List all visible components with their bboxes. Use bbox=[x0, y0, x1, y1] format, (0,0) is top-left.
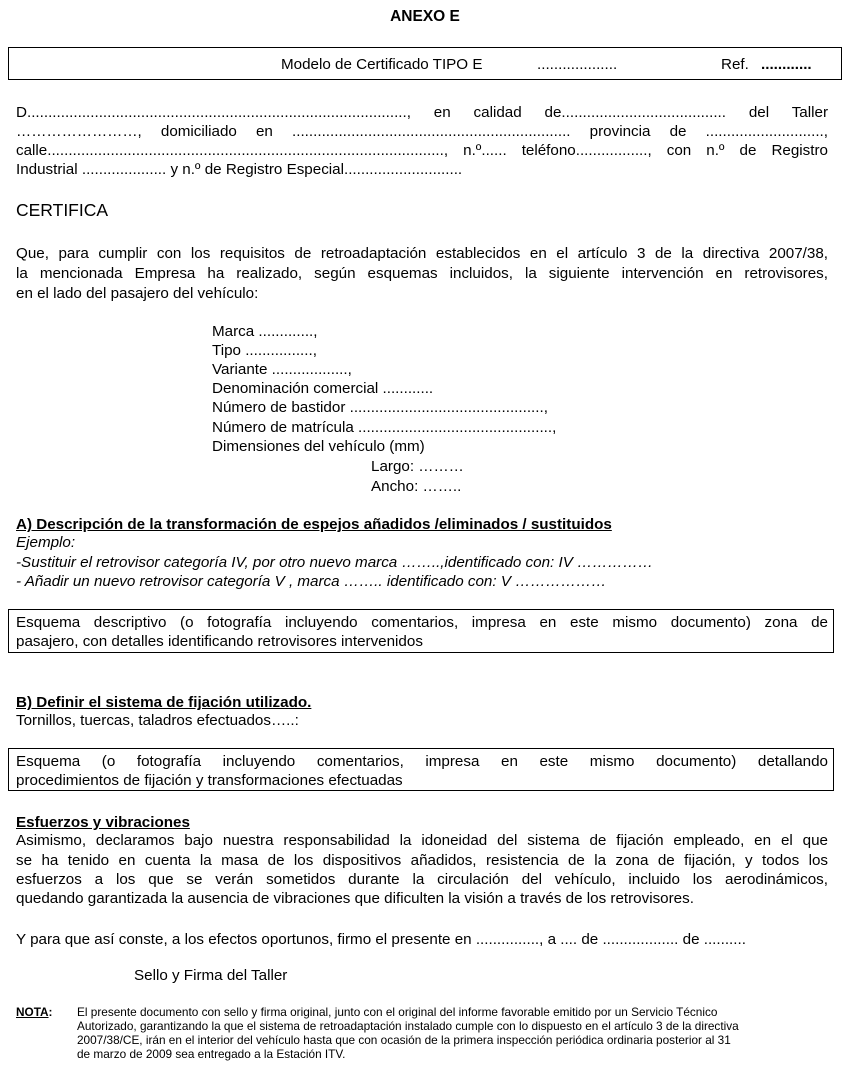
certificate-model-dots: ................... bbox=[537, 56, 618, 73]
vehicle-ancho: Ancho: …….. bbox=[371, 478, 462, 495]
vehicle-bastidor: Número de bastidor .............................................., bbox=[212, 399, 548, 416]
esfuerzos-heading: Esfuerzos y vibraciones bbox=[16, 814, 190, 831]
intro-line-1: Que, para cumplir con los requisitos de retroadaptación establecidos en el artículo 3 de la directiva 2007/38, bbox=[16, 245, 828, 262]
section-a-box-line-2: pasajero, con detalles identificando retrovisores intervenidos bbox=[16, 633, 423, 650]
intro-line-3: en el lado del pasajero del vehículo: bbox=[16, 285, 259, 302]
esfuerzos-line-4: quedando garantizada la ausencia de vibraciones que dificulten la visión a través de los retrovisores. bbox=[16, 890, 694, 907]
identification-line-4: Industrial .................... y n.º de Registro Especial............................ bbox=[16, 161, 463, 178]
identification-line-1: D.........................................................................................., en calidad de....................................... del Taller bbox=[16, 104, 828, 121]
section-b-box-line-2: procedimientos de fijación y transformaciones efectuadas bbox=[16, 772, 403, 789]
section-b-scheme-box bbox=[8, 748, 834, 791]
nota-line-3: 2007/38/CE, irán en el interior del vehículo hasta que con ocasión de la primera inspección periódica ordinaria posterior al 31 bbox=[77, 1033, 731, 1047]
section-a-heading: A) Descripción de la transformación de espejos añadidos /eliminados / sustituidos bbox=[16, 516, 612, 533]
section-a-box-line-1: Esquema descriptivo (o fotografía incluyendo comentarios, impresa en este mismo documento) zona de bbox=[16, 614, 828, 631]
vehicle-denominacion: Denominación comercial ............ bbox=[212, 380, 434, 397]
reference-label: Ref. bbox=[721, 56, 749, 73]
nota-colon: : bbox=[48, 1005, 53, 1019]
section-a-example-2: - Añadir un nuevo retrovisor categoría V , marca …….. identificado con: V ……………… bbox=[16, 573, 607, 590]
nota-line-4: de marzo de 2009 sea entregado a la Estación ITV. bbox=[77, 1047, 346, 1061]
esfuerzos-line-2: se ha tenido en cuenta la masa de los dispositivos añadidos, resistencia de la zona de fijación, y todos los bbox=[16, 852, 828, 869]
certifica-heading: CERTIFICA bbox=[16, 200, 109, 220]
section-b-line: Tornillos, tuercas, taladros efectuados…..: bbox=[16, 712, 299, 729]
esfuerzos-line-3: esfuerzos a los que se verán sometidos durante la circulación del vehículo, incluido los aerodinámicos, bbox=[16, 871, 828, 888]
signature-label: Sello y Firma del Taller bbox=[134, 967, 288, 984]
vehicle-tipo: Tipo ................, bbox=[212, 342, 317, 359]
section-b-heading: B) Definir el sistema de fijación utilizado. bbox=[16, 694, 312, 711]
closing-statement: Y para que así conste, a los efectos oportunos, firmo el presente en ..............., a .... de .................. de .......... bbox=[16, 931, 746, 948]
section-a-scheme-box bbox=[8, 609, 834, 653]
esfuerzos-line-1: Asimismo, declaramos bajo nuestra responsabilidad la idoneidad del sistema de fijación empleado, en el que bbox=[16, 832, 828, 849]
vehicle-largo: Largo: ……… bbox=[371, 458, 464, 475]
nota-line-1: El presente documento con sello y firma original, junto con el original del informe favorable emitido por un Servicio Técnico bbox=[77, 1005, 718, 1019]
vehicle-dimensiones: Dimensiones del vehículo (mm) bbox=[212, 438, 425, 455]
vehicle-matricula: Número de matrícula .............................................., bbox=[212, 419, 557, 436]
reference-value: ............ bbox=[761, 56, 812, 73]
section-a-example-1: -Sustituir el retrovisor categoría IV, por otro nuevo marca ……..,identificado con: IV …………… bbox=[16, 554, 653, 571]
intro-line-2: la mencionada Empresa ha realizado, según esquemas incluidos, la siguiente intervención en retrovisores, bbox=[16, 265, 828, 282]
section-a-example-label: Ejemplo: bbox=[16, 534, 76, 551]
section-b-box-line-1: Esquema (o fotografía incluyendo comentarios, impresa en este mismo documento) detallando bbox=[16, 753, 828, 770]
identification-line-3: calle.............................................................................................., n.º...... teléfono................., con n.º de Registro bbox=[16, 142, 828, 159]
vehicle-variante: Variante .................., bbox=[212, 361, 352, 378]
nota-line-2: Autorizado, garantizando la que el sistema de retroadaptación instalado cumple con lo dispuesto en el artículo 3 de la directiva bbox=[77, 1019, 739, 1033]
vehicle-marca: Marca ............., bbox=[212, 323, 318, 340]
certificate-model-label: Modelo de Certificado TIPO E bbox=[281, 56, 483, 73]
certificate-model-box bbox=[8, 47, 842, 80]
nota-label: NOTA bbox=[16, 1005, 49, 1019]
document-title: ANEXO E bbox=[390, 8, 460, 25]
nota-label-group bbox=[16, 1005, 52, 1019]
identification-line-2: ……………………, domiciliado en .................................................................. provincia de ............................, bbox=[16, 123, 828, 140]
